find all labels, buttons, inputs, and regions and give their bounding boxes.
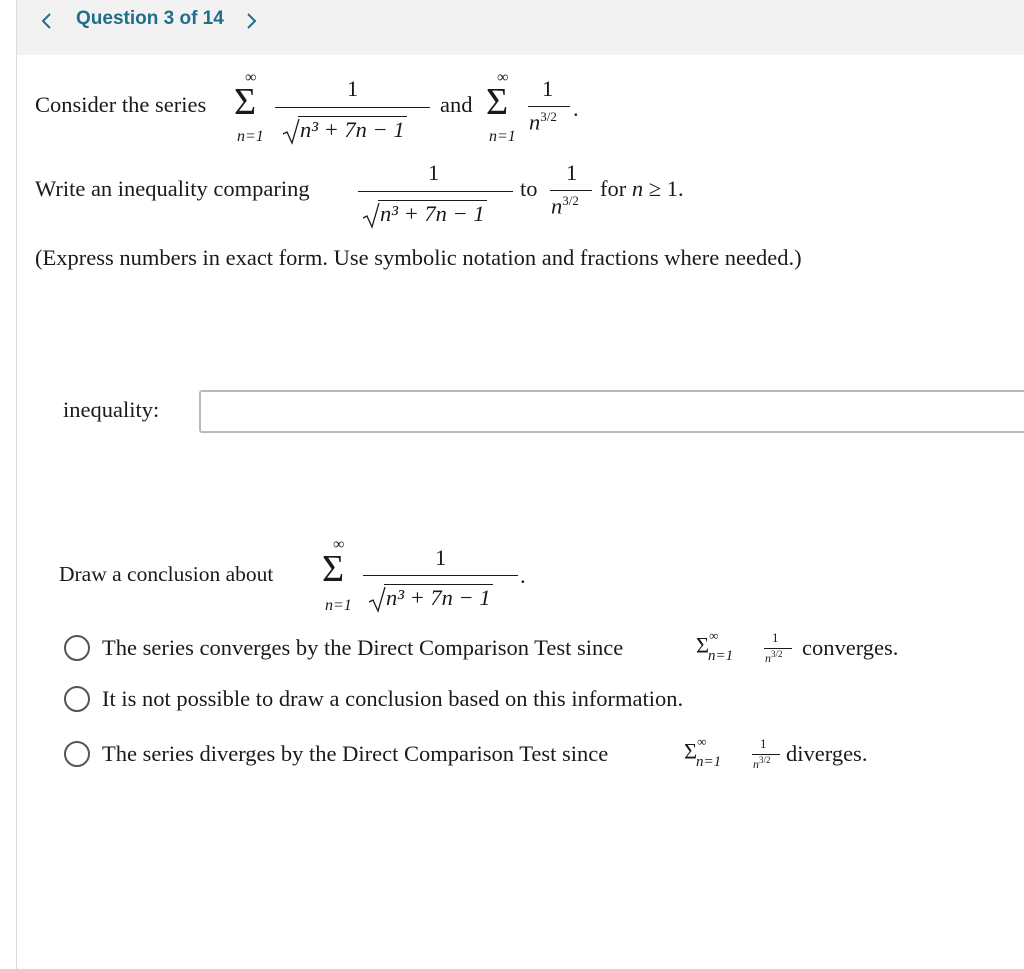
numerator-4: 1: [566, 160, 578, 185]
sqrt-radicand-3: n³ + 7n − 1: [368, 585, 493, 611]
fraction-bar-2: [528, 106, 570, 107]
power-denominator-2: $n^{3/2}$: [551, 193, 579, 219]
question-counter: Question 3 of 14: [76, 8, 224, 29]
option-diverges-label[interactable]: The series diverges by the Direct Comparison Test since: [102, 741, 609, 766]
fraction-bar: [275, 107, 430, 108]
sum-upper-limit-2: ∞: [497, 69, 509, 86]
option-converges-label[interactable]: The series converges by the Direct Comparison Test since: [102, 635, 624, 660]
inequality-input[interactable]: [199, 390, 1024, 433]
radio-option-diverges[interactable]: [64, 741, 90, 767]
inline-sum-1-lower: n=1: [708, 648, 734, 664]
write-inequality-text: Write an inequality comparing: [35, 176, 310, 201]
sum-lower-limit-2: n=1: [489, 128, 516, 145]
fraction-bar-5: [363, 575, 518, 576]
sum-upper-limit-3: ∞: [333, 536, 345, 553]
sum-lower-limit: n=1: [237, 128, 264, 145]
left-border: [16, 0, 17, 969]
power-base-2: n: [551, 193, 563, 219]
chevron-left-icon[interactable]: [35, 9, 59, 33]
inline-sum-2-lower: n=1: [696, 754, 722, 770]
sqrt-radicand-2: n³ + 7n − 1: [362, 201, 487, 227]
and-text: and: [440, 92, 473, 117]
conclusion-prompt: Draw a conclusion about: [59, 562, 274, 586]
power-base: n: [529, 109, 541, 135]
inline-sum-2: Σ∞: [684, 734, 707, 764]
chevron-right-icon[interactable]: [239, 9, 263, 33]
numerator: 1: [347, 76, 359, 101]
option-no-conclusion-label[interactable]: It is not possible to draw a conclusion based on this information.: [102, 686, 684, 711]
sigma-symbol-3: Σ: [322, 548, 345, 590]
inequality-label: inequality:: [63, 397, 160, 422]
consider-text: Consider the series: [35, 92, 207, 117]
instructions-text: (Express numbers in exact form. Use symbolic notation and fractions where needed.): [35, 245, 802, 270]
radio-option-converges[interactable]: [64, 635, 90, 661]
inline-frac-2-num: 1: [760, 736, 767, 751]
period: .: [573, 96, 579, 121]
fraction-bar-4: [550, 190, 592, 191]
inline-frac-1-den: $n^{3/2}$: [765, 649, 783, 665]
sqrt-radicand: n³ + 7n − 1: [282, 117, 407, 143]
radio-option-no-conclusion[interactable]: [64, 686, 90, 712]
inline-frac-2-den: $n^{3/2}$: [753, 755, 771, 771]
option-diverges-suffix: diverges.: [786, 741, 868, 766]
option-converges-suffix: converges.: [802, 635, 899, 660]
to-text: to: [520, 176, 538, 201]
numerator-2: 1: [542, 76, 554, 101]
period-2: .: [520, 563, 526, 588]
numerator-5: 1: [435, 545, 447, 570]
numerator-3: 1: [428, 160, 440, 185]
inline-sum-1: Σ∞: [696, 628, 719, 658]
sum-upper-limit: ∞: [245, 69, 257, 86]
sum-lower-limit-3: n=1: [325, 597, 352, 614]
condition-text: for n ≥ 1.: [600, 176, 684, 201]
sigma-symbol: Σ: [234, 81, 257, 123]
sigma-symbol-2: Σ: [486, 81, 509, 123]
fraction-bar-3: [358, 191, 513, 192]
power-denominator: $n^{3/2}$: [529, 109, 557, 135]
inline-frac-1-num: 1: [772, 630, 779, 645]
